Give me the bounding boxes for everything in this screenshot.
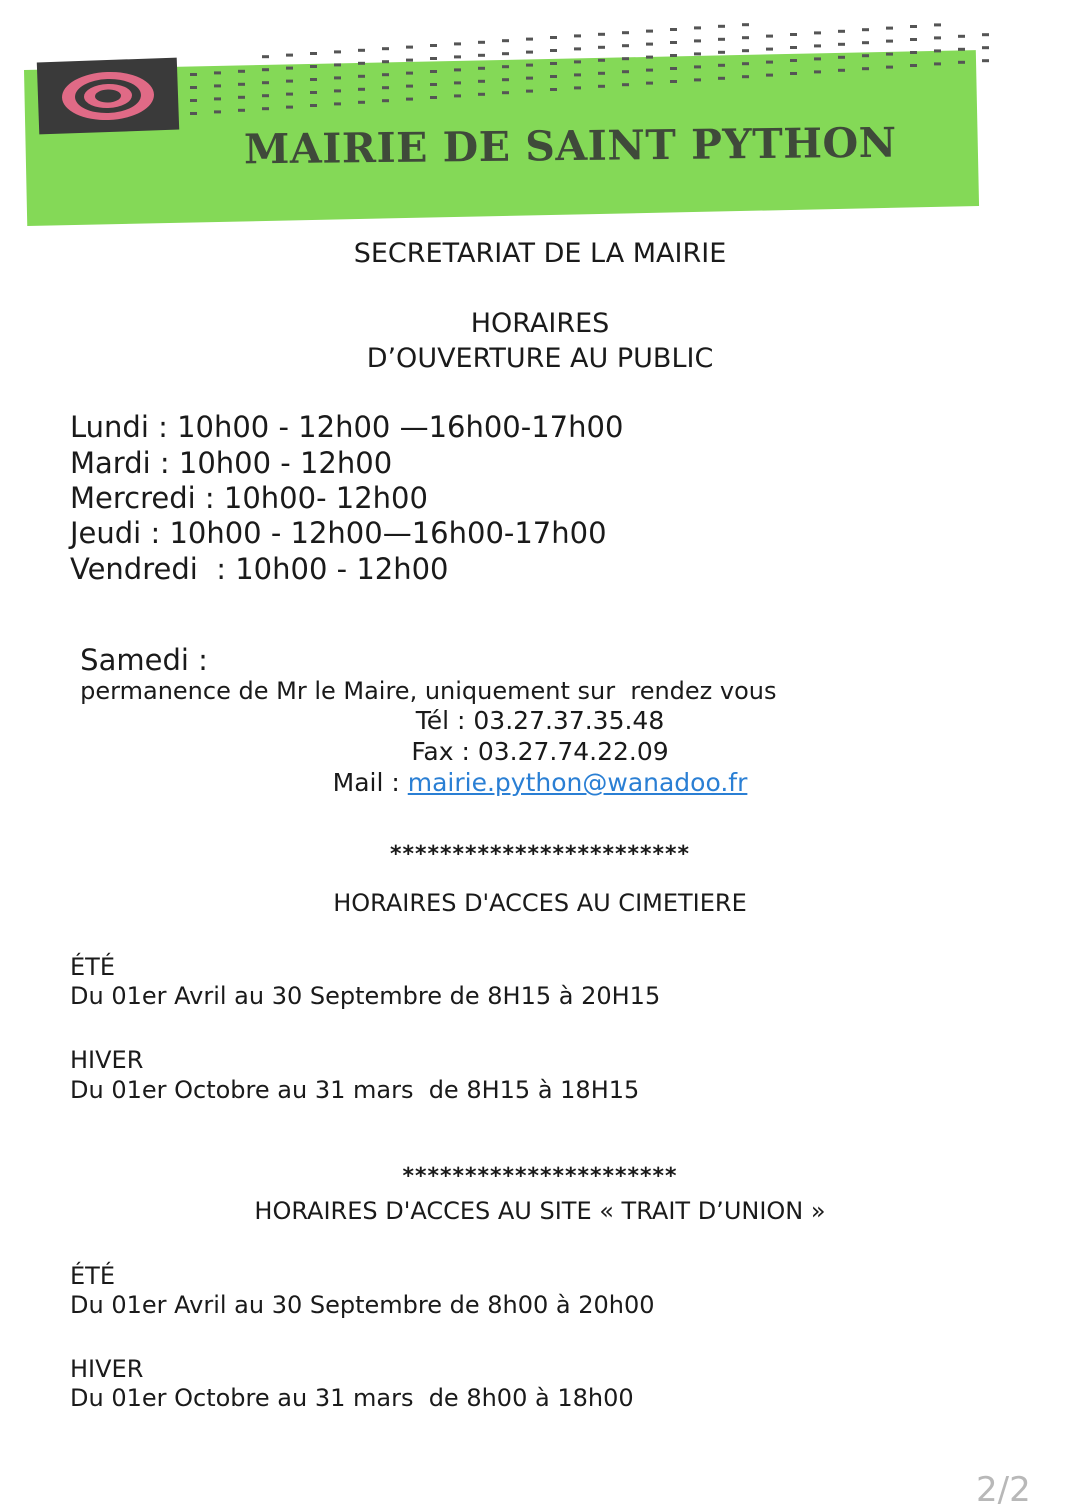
pattern-dot [646, 30, 653, 33]
pattern-dot [718, 51, 725, 54]
pattern-dot [262, 81, 269, 84]
pattern-dot [430, 57, 437, 60]
pattern-dot [742, 36, 749, 39]
pattern-dot [238, 70, 245, 73]
secretariat-title: SECRETARIAT DE LA MAIRIE [353, 238, 727, 269]
trait-union-ete-text: Du 01er Avril au 30 Septembre de 8h00 à 20h00 [70, 1291, 655, 1319]
pattern-dot [934, 62, 941, 65]
pattern-dot [982, 33, 989, 36]
schedule-lundi: Lundi : 10h00 - 12h00 —16h00-17h00 [70, 410, 624, 444]
pattern-dot [790, 59, 797, 62]
pattern-dot [382, 86, 389, 89]
hours-heading-line1: HORAIRES [470, 308, 610, 339]
pattern-dot [478, 80, 485, 83]
pattern-dot [382, 99, 389, 102]
pattern-dot [550, 36, 557, 39]
trait-union-title: HORAIRES D'ACCES AU SITE « TRAIT D’UNION » [254, 1197, 826, 1225]
pattern-dot [862, 28, 869, 31]
pattern-dot [190, 112, 197, 115]
hours-heading-line2: D’OUVERTURE AU PUBLIC [366, 343, 714, 374]
pattern-dot [358, 62, 365, 65]
logo [37, 58, 179, 135]
pattern-dot [982, 46, 989, 49]
pattern-dot [214, 84, 221, 87]
pattern-dot [742, 75, 749, 78]
pattern-dot [238, 109, 245, 112]
pattern-dot [718, 64, 725, 67]
pattern-dot [406, 85, 413, 88]
pattern-dot [958, 35, 965, 38]
pattern-dot [694, 52, 701, 55]
pattern-dot [670, 54, 677, 57]
pattern-dot [934, 23, 941, 26]
pattern-dot [766, 74, 773, 77]
pattern-dot [598, 85, 605, 88]
samedi-label: Samedi : [80, 643, 208, 677]
pattern-dot [310, 78, 317, 81]
pattern-dot [526, 51, 533, 54]
pattern-dot [814, 31, 821, 34]
pattern-dot [478, 54, 485, 57]
pattern-dot [334, 76, 341, 79]
schedule-mercredi: Mercredi : 10h00- 12h00 [70, 481, 428, 515]
pattern-dot [838, 43, 845, 46]
pattern-dot [958, 48, 965, 51]
pattern-dot [310, 52, 317, 55]
pattern-dot [934, 49, 941, 52]
pattern-dot [766, 35, 773, 38]
pattern-dot [190, 73, 197, 76]
pattern-dot [646, 56, 653, 59]
pattern-dot [310, 104, 317, 107]
pattern-dot [310, 91, 317, 94]
pattern-dot [286, 93, 293, 96]
pattern-dot [430, 70, 437, 73]
pattern-dot [790, 72, 797, 75]
trait-union-hiver-label: HIVER [70, 1355, 144, 1383]
pattern-dot [430, 96, 437, 99]
pattern-dot [502, 65, 509, 68]
pattern-dot [814, 70, 821, 73]
pattern-dot [574, 47, 581, 50]
samedi-text: permanence de Mr le Maire, uniquement sur rendez vous [80, 677, 777, 705]
target-icon [49, 64, 167, 128]
dotted-pattern [180, 20, 1020, 130]
pattern-dot [982, 59, 989, 62]
pattern-dot [838, 56, 845, 59]
schedule-mardi: Mardi : 10h00 - 12h00 [70, 446, 393, 480]
pattern-dot [238, 96, 245, 99]
pattern-dot [742, 23, 749, 26]
pattern-dot [286, 106, 293, 109]
mail-label: Mail : [332, 768, 400, 797]
pattern-dot [574, 73, 581, 76]
pattern-dot [262, 94, 269, 97]
pattern-dot [694, 78, 701, 81]
pattern-dot [382, 73, 389, 76]
pattern-dot [454, 81, 461, 84]
pattern-dot [550, 75, 557, 78]
pattern-dot [766, 48, 773, 51]
cimetiere-title: HORAIRES D'ACCES AU CIMETIERE [333, 889, 747, 917]
pattern-dot [430, 44, 437, 47]
pattern-dot [478, 41, 485, 44]
pattern-dot [478, 93, 485, 96]
pattern-dot [622, 57, 629, 60]
pattern-dot [598, 33, 605, 36]
pattern-dot [382, 47, 389, 50]
pattern-dot [718, 25, 725, 28]
pattern-dot [262, 55, 269, 58]
pattern-dot [910, 64, 917, 67]
pattern-dot [382, 60, 389, 63]
pattern-dot [430, 83, 437, 86]
pattern-dot [910, 51, 917, 54]
pattern-dot [814, 57, 821, 60]
pattern-dot [526, 38, 533, 41]
pattern-dot [550, 88, 557, 91]
pattern-dot [358, 101, 365, 104]
cimetiere-hiver-text: Du 01er Octobre au 31 mars de 8H15 à 18H15 [70, 1076, 640, 1104]
pattern-dot [358, 88, 365, 91]
pattern-dot [622, 83, 629, 86]
pattern-dot [502, 52, 509, 55]
pattern-dot [670, 80, 677, 83]
pattern-dot [502, 78, 509, 81]
cimetiere-ete-label: ÉTÉ [70, 953, 115, 981]
pattern-dot [502, 39, 509, 42]
pattern-dot [502, 91, 509, 94]
pattern-dot [574, 60, 581, 63]
schedule-samedi [70, 624, 777, 705]
cimetiere-hiver-label: HIVER [70, 1046, 144, 1074]
contact-tel: Tél : 03.27.37.35.48 [415, 706, 665, 735]
pattern-dot [838, 69, 845, 72]
pattern-dot [526, 64, 533, 67]
schedule-jeudi: Jeudi : 10h00 - 12h00—16h00-17h00 [70, 516, 607, 550]
pattern-dot [406, 46, 413, 49]
pattern-dot [262, 107, 269, 110]
pattern-dot [286, 80, 293, 83]
pattern-dot [910, 25, 917, 28]
pattern-dot [598, 46, 605, 49]
pattern-dot [334, 102, 341, 105]
pattern-dot [934, 36, 941, 39]
pattern-dot [694, 26, 701, 29]
pattern-dot [766, 61, 773, 64]
pattern-dot [910, 38, 917, 41]
pattern-dot [862, 41, 869, 44]
pattern-dot [598, 59, 605, 62]
pattern-dot [886, 66, 893, 69]
pattern-dot [670, 67, 677, 70]
pattern-dot [214, 110, 221, 113]
pattern-dot [886, 40, 893, 43]
pattern-dot [742, 49, 749, 52]
pattern-dot [886, 27, 893, 30]
pattern-dot [550, 49, 557, 52]
pattern-dot [622, 70, 629, 73]
pattern-dot [334, 50, 341, 53]
pattern-dot [454, 68, 461, 71]
pattern-dot [862, 54, 869, 57]
pattern-dot [838, 30, 845, 33]
pattern-dot [862, 67, 869, 70]
pattern-dot [670, 28, 677, 31]
pattern-dot [406, 72, 413, 75]
page-title: MAIRIE DE SAINT PYTHON [243, 118, 897, 174]
pattern-dot [454, 55, 461, 58]
pattern-dot [286, 54, 293, 57]
pattern-dot [262, 68, 269, 71]
pattern-dot [310, 65, 317, 68]
trait-union-ete-label: ÉTÉ [70, 1262, 115, 1290]
separator-stars: ************************ [389, 842, 691, 867]
pattern-dot [406, 59, 413, 62]
pattern-dot [646, 69, 653, 72]
contact-fax: Fax : 03.27.74.22.09 [411, 737, 669, 766]
page-number: 2/2 [976, 1470, 1031, 1510]
pattern-dot [622, 31, 629, 34]
pattern-dot [190, 99, 197, 102]
pattern-dot [358, 49, 365, 52]
pattern-dot [958, 61, 965, 64]
pattern-dot [478, 67, 485, 70]
pattern-dot [214, 97, 221, 100]
mail-link[interactable]: mairie.python@wanadoo.fr [407, 768, 748, 797]
pattern-dot [646, 43, 653, 46]
pattern-dot [886, 53, 893, 56]
cimetiere-ete-text: Du 01er Avril au 30 Septembre de 8H15 à 20H15 [70, 982, 661, 1010]
pattern-dot [814, 44, 821, 47]
pattern-dot [526, 77, 533, 80]
pattern-dot [454, 94, 461, 97]
pattern-dot [598, 72, 605, 75]
schedule-vendredi: Vendredi : 10h00 - 12h00 [70, 552, 449, 586]
trait-union-hiver-text: Du 01er Octobre au 31 mars de 8h00 à 18h00 [70, 1384, 634, 1412]
pattern-dot [358, 75, 365, 78]
pattern-dot [334, 63, 341, 66]
pattern-dot [646, 82, 653, 85]
pattern-dot [334, 89, 341, 92]
pattern-dot [790, 33, 797, 36]
pattern-dot [790, 46, 797, 49]
pattern-dot [526, 90, 533, 93]
pattern-dot [406, 98, 413, 101]
pattern-dot [718, 38, 725, 41]
pattern-dot [286, 67, 293, 70]
pattern-dot [622, 44, 629, 47]
pattern-dot [574, 86, 581, 89]
pattern-dot [238, 83, 245, 86]
separator-stars: ********************** [402, 1164, 678, 1189]
pattern-dot [718, 77, 725, 80]
pattern-dot [574, 34, 581, 37]
pattern-dot [694, 65, 701, 68]
pattern-dot [550, 62, 557, 65]
pattern-dot [694, 39, 701, 42]
pattern-dot [454, 42, 461, 45]
pattern-dot [214, 71, 221, 74]
pattern-dot [190, 86, 197, 89]
pattern-dot [742, 62, 749, 65]
contact-mail [0, 768, 1080, 797]
pattern-dot [670, 41, 677, 44]
